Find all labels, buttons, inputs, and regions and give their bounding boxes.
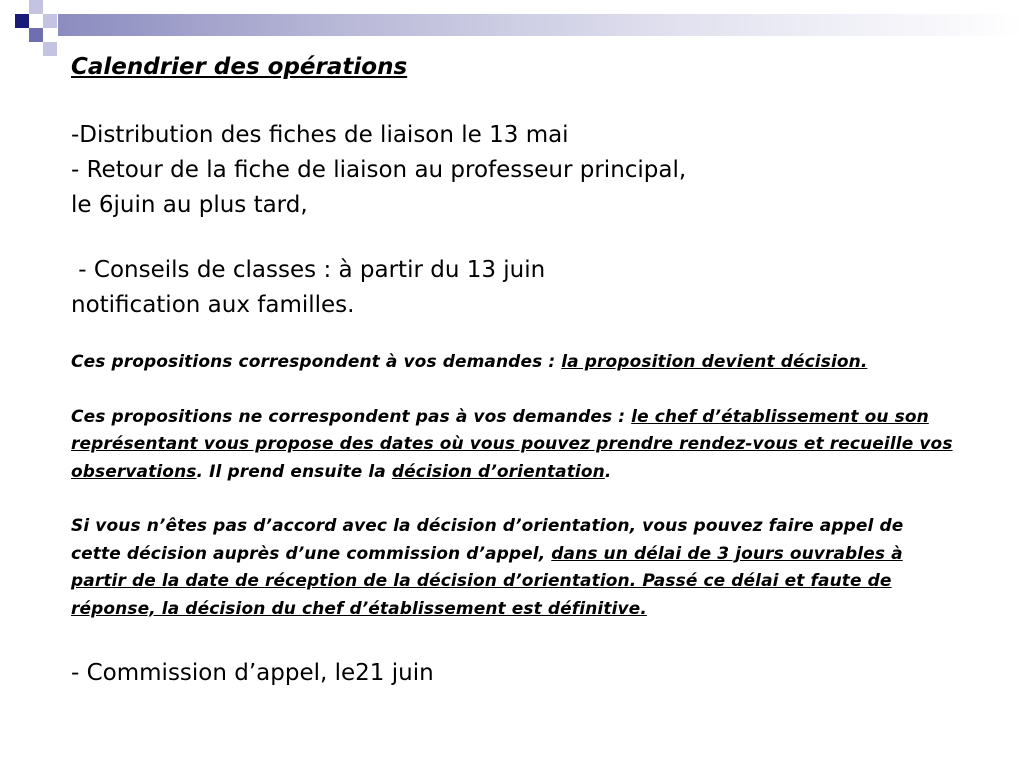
decor-square xyxy=(29,28,43,42)
line-distribution: -Distribution des fiches de liaison le 13 mai xyxy=(71,122,569,148)
paragraph-text: Ces propositions ne correspondent pas à vos demandes : xyxy=(71,406,632,427)
paragraph-desaccord xyxy=(71,404,1001,487)
line-conseils: - Conseils de classes : à partir du 13 juin xyxy=(71,257,546,283)
slide-title: Calendrier des opérations xyxy=(71,54,408,80)
paragraph-underlined: dans un délai de 3 jours ouvrables à partir de la date de réception de la décision d’orientation. Passé ce délai et faute de réponse, la décision du chef d’établissement est définitive. xyxy=(71,543,903,619)
line-commission: - Commission d’appel, le21 juin xyxy=(71,660,434,686)
header-gradient-bar xyxy=(58,14,1024,36)
line-retour: - Retour de la fiche de liaison au professeur principal, xyxy=(71,157,687,183)
paragraph-text: . Il prend ensuite la xyxy=(196,461,392,482)
decor-square xyxy=(43,14,57,28)
paragraph-text: . xyxy=(604,461,612,482)
paragraph-text: Si vous n’êtes pas d’accord avec la décision d’orientation, vous pouvez faire appel de cette décision auprès d’une commission d’appel, xyxy=(71,516,904,564)
line-date-limite: le 6juin au plus tard, xyxy=(71,192,308,218)
decor-square xyxy=(15,14,29,28)
decor-square xyxy=(29,0,43,14)
line-notification: notification aux familles. xyxy=(71,292,355,318)
paragraph-underlined: décision d’orientation xyxy=(391,461,605,482)
paragraph-text: Ces propositions correspondent à vos demandes : xyxy=(71,352,562,372)
paragraph-appel xyxy=(71,513,931,623)
slide-content xyxy=(71,52,1001,691)
paragraph-underlined: la proposition devient décision. xyxy=(561,352,868,372)
paragraph-underlined: le chef d’établissement ou son représentant vous propose des dates où vous pouvez prendre rendez-vous et recueille vos observations xyxy=(71,406,953,482)
decor-square xyxy=(43,42,57,56)
paragraph-accord xyxy=(71,349,1001,377)
header-decoration xyxy=(0,0,1024,60)
